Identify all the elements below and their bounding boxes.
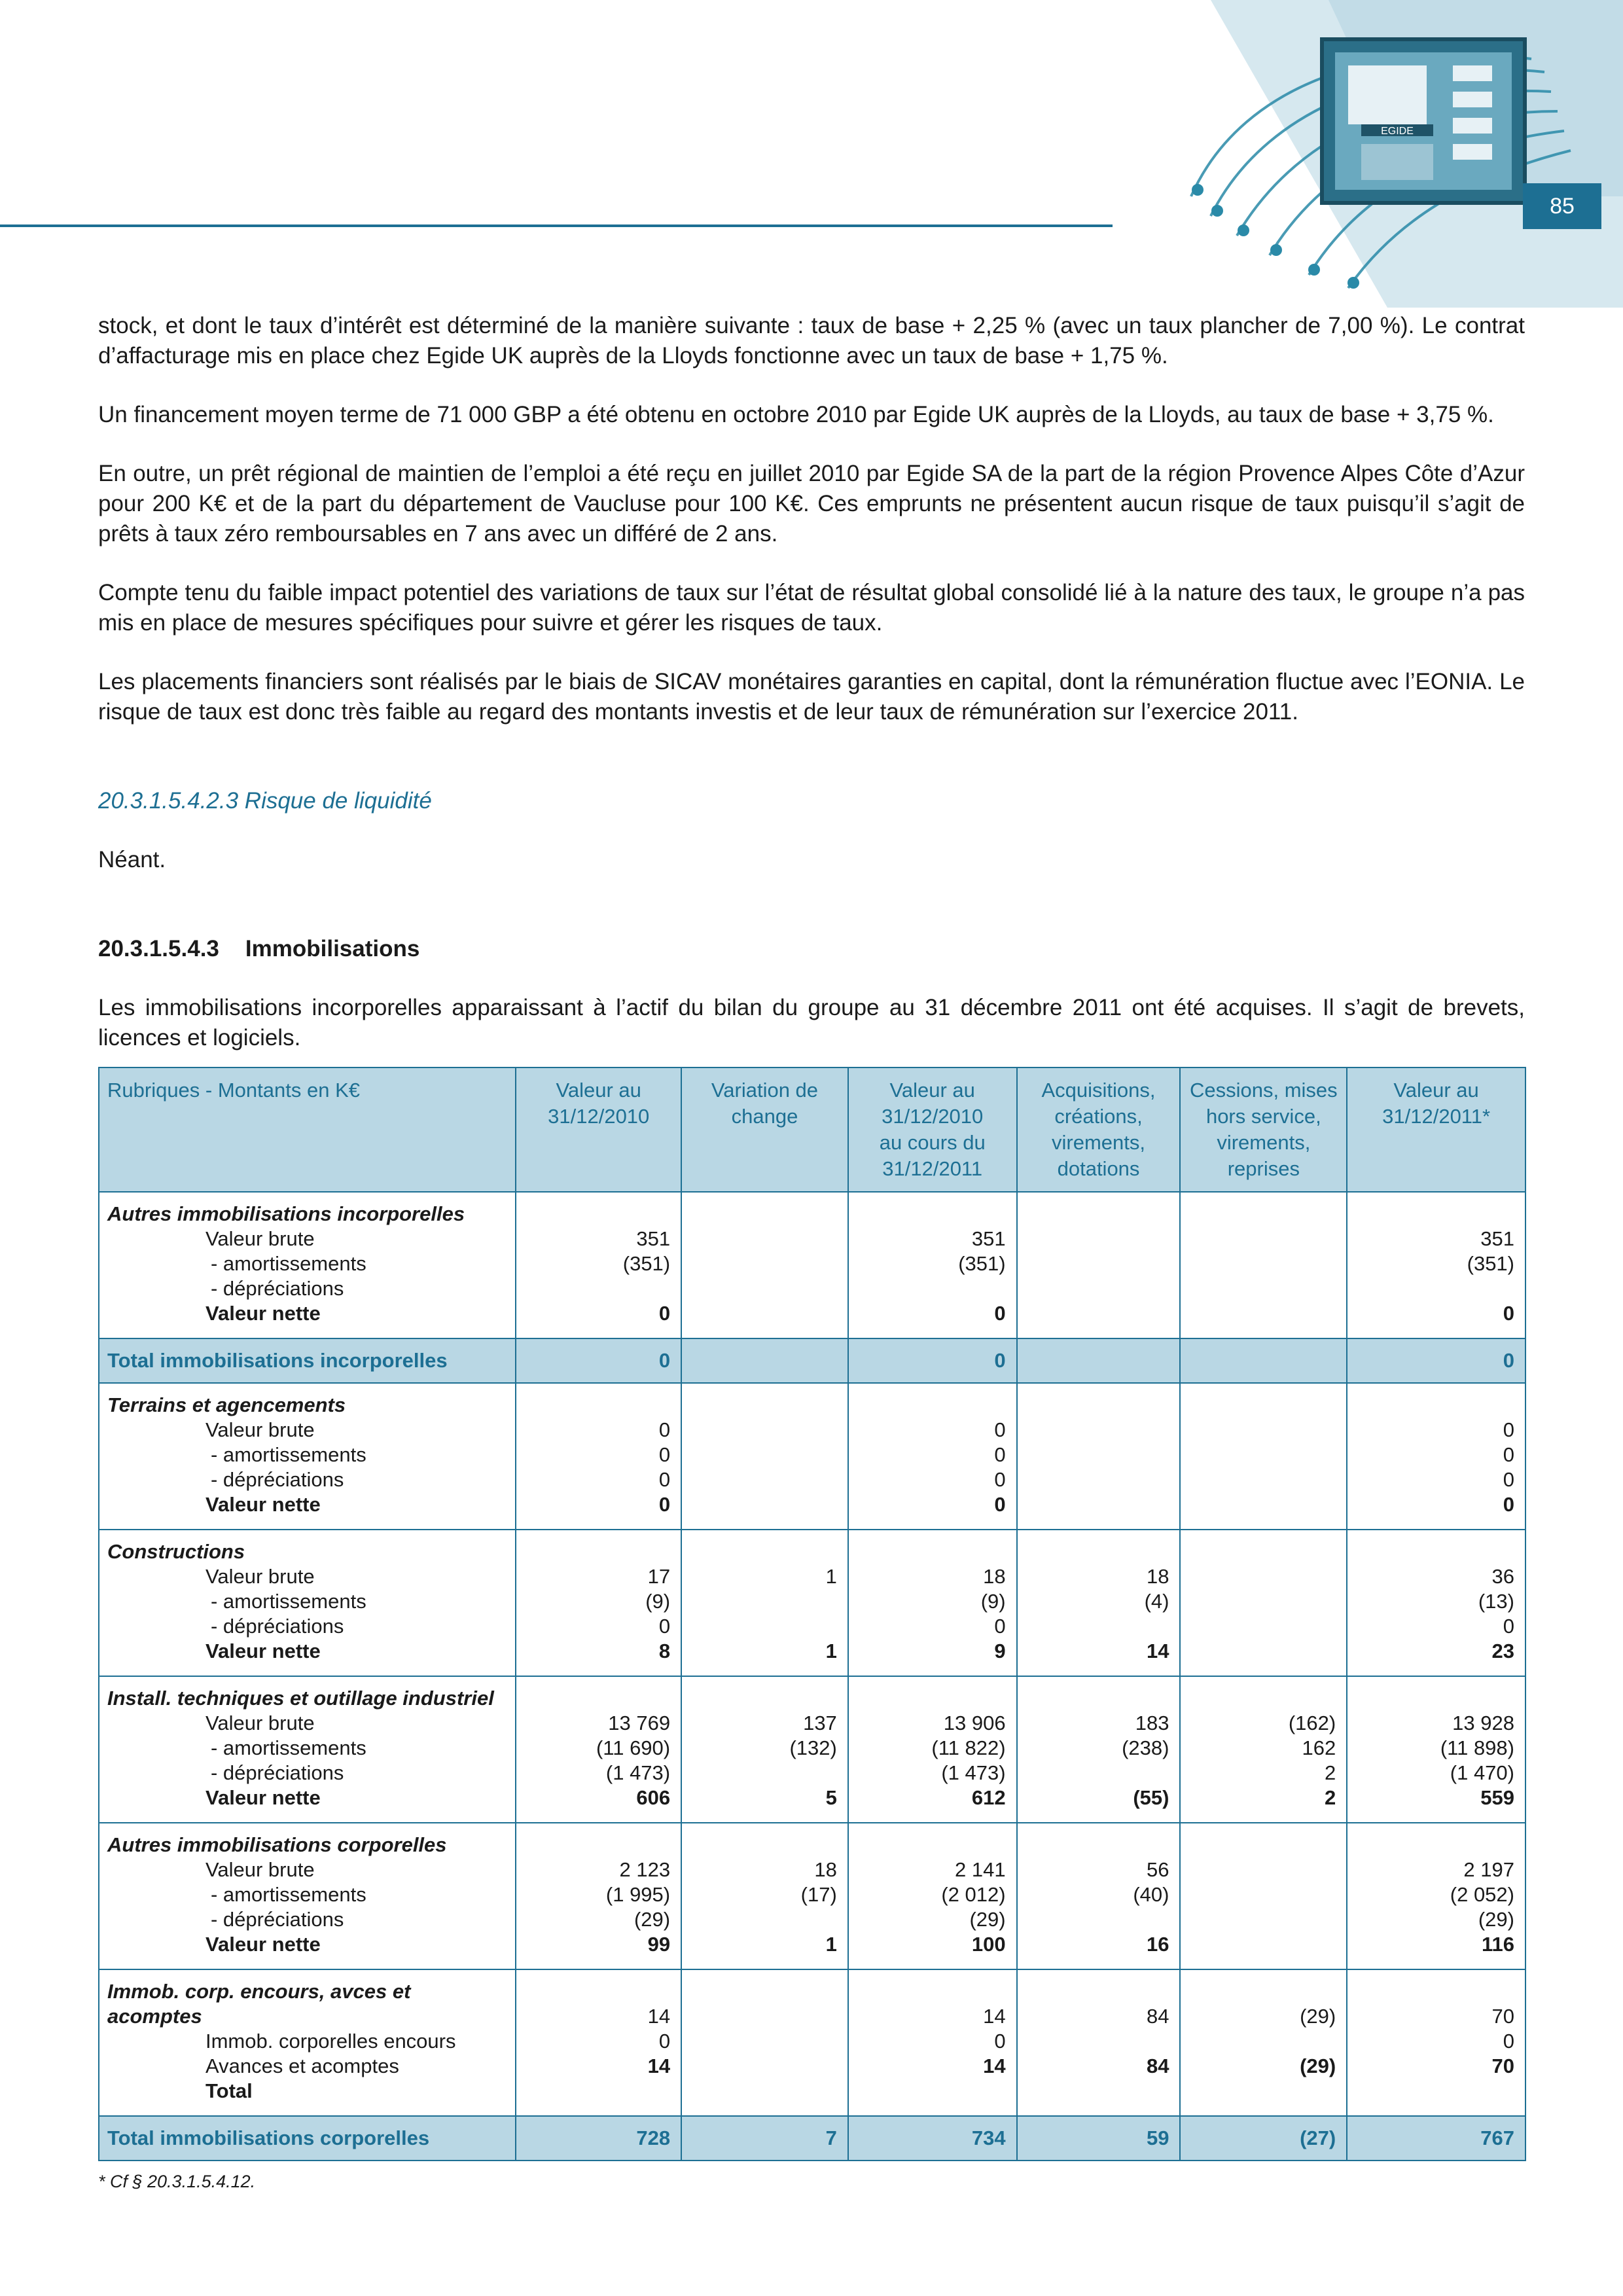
cell-value: [1188, 1882, 1336, 1907]
value-cell: [681, 1530, 848, 1676]
cell-value: 2 197: [1463, 1858, 1514, 1881]
value-cell: [1347, 1192, 1525, 1338]
header-rule: [0, 224, 1113, 227]
cell-value: 0: [658, 1493, 671, 1516]
cell-value: 612: [971, 1786, 1006, 1809]
cell-value: (17): [800, 1883, 837, 1906]
cell-value: 84: [1146, 2054, 1169, 2077]
cell-value: 0: [994, 1468, 1006, 1491]
row-label: Valeur nette: [205, 1493, 321, 1516]
cell-value: (29): [1300, 2054, 1336, 2077]
cell-value: [690, 1418, 837, 1443]
group-row: [99, 1676, 1525, 1823]
cell-value: (11 690): [596, 1736, 671, 1759]
cell-value: 70: [1491, 2054, 1514, 2077]
cell-value: [1188, 1251, 1336, 1276]
value-cell: [1180, 1969, 1347, 2116]
value-cell: [681, 1192, 848, 1338]
column-header: [1180, 1067, 1347, 1192]
column-header-line: 31/12/2010: [882, 1105, 984, 1128]
total-value: 728: [516, 2116, 681, 2161]
cell-value: 18: [1146, 1565, 1169, 1588]
column-header-line: Valeur au: [1393, 1079, 1479, 1102]
cell-value: [524, 1276, 670, 1301]
cell-value: [1188, 1492, 1336, 1517]
value-cell: [516, 1823, 681, 1969]
row-label: - dépréciations: [211, 1615, 344, 1638]
total-value: 59: [1017, 2116, 1181, 2161]
cell-value: 0: [994, 1615, 1006, 1638]
column-header: [1347, 1067, 1525, 1192]
paragraph: Compte tenu du faible impact potentiel des variations de taux sur l’état de résultat global consolidé lié à la nature des taux, le groupe n’a pas mis en place de mesures spécifiques pour suivre et gérer les risques de taux.: [98, 580, 1525, 636]
cell-value: [690, 2054, 837, 2079]
group-title: Autres immobilisations incorporelles: [107, 1202, 465, 1225]
cell-value: [1026, 1276, 1169, 1301]
value-cell: [1180, 1192, 1347, 1338]
table-header: [99, 1067, 1525, 1192]
cell-value: 2 123: [619, 1858, 671, 1881]
column-header: [516, 1067, 681, 1192]
column-header-line: Cessions, mises: [1189, 1079, 1338, 1102]
total-value: 0: [848, 1338, 1017, 1383]
section-title: Immobilisations: [245, 936, 420, 961]
cell-value: 351: [1480, 1227, 1514, 1250]
cell-value: [1026, 1761, 1169, 1785]
row-label: Avances et acomptes: [205, 2054, 399, 2077]
cell-value: [690, 1276, 837, 1301]
column-header-line: virements,: [1052, 1131, 1146, 1154]
value-cell: [848, 1192, 1017, 1338]
cell-value: 0: [994, 1443, 1006, 1466]
row-label: - dépréciations: [211, 1468, 344, 1491]
column-header-line: au cours du: [879, 1131, 986, 1154]
value-cell: [681, 1676, 848, 1823]
cell-value: 0: [994, 2030, 1006, 2053]
cell-value: (4): [1144, 1590, 1169, 1613]
total-value: 7: [681, 2116, 848, 2161]
cell-value: 0: [994, 1302, 1006, 1325]
cell-value: [1188, 1589, 1336, 1614]
cell-value: 84: [1146, 2005, 1169, 2028]
cell-value: 8: [658, 1640, 671, 1662]
cell-value: 70: [1491, 2005, 1514, 2028]
row-label: Valeur brute: [205, 1712, 315, 1734]
paragraph: stock, et dont le taux d’intérêt est déterminé de la manière suivante : taux de base + 2,25 % (avec un taux plancher de 7,00 %). Le contrat d’affacturage mis en place chez Egide UK auprès de la Lloyds fonctionne avec un taux de base + 1,75 %.: [98, 313, 1525, 368]
cell-value: 1: [825, 1933, 837, 1956]
footnote: * Cf § 20.3.1.5.4.12.: [98, 2172, 256, 2191]
cell-value: (351): [622, 1252, 671, 1275]
value-cell: [1347, 1383, 1525, 1530]
cell-value: [690, 1761, 837, 1785]
row-label: - amortissements: [211, 1590, 366, 1613]
cell-value: 162: [1302, 1736, 1336, 1759]
cell-value: [690, 1614, 837, 1639]
column-header-line: Valeur au: [556, 1079, 641, 1102]
cell-value: 18: [814, 1858, 837, 1881]
row-label: - dépréciations: [211, 1277, 344, 1300]
cell-value: 0: [994, 1418, 1006, 1441]
value-cell: [1347, 1969, 1525, 2116]
cell-value: (1 470): [1450, 1761, 1514, 1784]
group-title: Immob. corp. encours, avces et acomptes: [107, 1980, 411, 2028]
group-title: Constructions: [107, 1540, 245, 1563]
cell-value: [1188, 1857, 1336, 1882]
group-row: [99, 1969, 1525, 2116]
cell-value: (11 898): [1440, 1736, 1514, 1759]
page-number: 85: [1523, 183, 1601, 229]
cell-value: (9): [645, 1590, 671, 1613]
cell-value: [1026, 1301, 1169, 1326]
cell-value: 13 906: [943, 1712, 1006, 1734]
group-row: [99, 1383, 1525, 1530]
cell-value: 1: [825, 1640, 837, 1662]
cell-value: (351): [1467, 1252, 1514, 1275]
value-cell: [681, 1823, 848, 1969]
cell-value: 14: [1146, 1640, 1169, 1662]
table-body: [99, 1192, 1525, 2161]
row-label: Valeur nette: [205, 1640, 321, 1662]
group-title: Autres immobilisations corporelles: [107, 1833, 447, 1856]
value-cell: [848, 1969, 1017, 2116]
cell-value: 137: [803, 1712, 837, 1734]
cell-value: 0: [1503, 1468, 1514, 1491]
cell-value: 5: [825, 1786, 837, 1809]
cell-value: 0: [658, 1615, 671, 1638]
fixed-assets-table: [98, 1067, 1526, 2161]
cell-value: (29): [1478, 1908, 1514, 1931]
cell-value: [1026, 1907, 1169, 1932]
total-value: 734: [848, 2116, 1017, 2161]
cell-value: [690, 1443, 837, 1467]
cell-value: [857, 1276, 1006, 1301]
value-cell: [848, 1823, 1017, 1969]
total-row: [99, 2116, 1525, 2161]
value-cell: [516, 1530, 681, 1676]
cell-value: 0: [994, 1493, 1006, 1516]
cell-value: [1026, 1614, 1169, 1639]
cell-value: 13 769: [608, 1712, 671, 1734]
row-label: Valeur brute: [205, 1418, 315, 1441]
cell-value: 0: [658, 1418, 671, 1441]
group-labels: [99, 1823, 516, 1969]
cell-value: 0: [658, 1468, 671, 1491]
cell-value: [690, 1251, 837, 1276]
row-label: - amortissements: [211, 1252, 366, 1275]
cell-value: [690, 2004, 837, 2029]
value-cell: [1017, 1383, 1181, 1530]
column-header: [848, 1067, 1017, 1192]
total-value: 767: [1347, 2116, 1525, 2161]
liquidity-text: Néant.: [98, 847, 166, 872]
group-title: Install. techniques et outillage industriel: [107, 1687, 494, 1710]
cell-value: [690, 1467, 837, 1492]
cell-value: 23: [1491, 1640, 1514, 1662]
group-labels: [99, 1530, 516, 1676]
group-labels: [99, 1969, 516, 2116]
value-cell: [1347, 1676, 1525, 1823]
cell-value: 100: [971, 1933, 1006, 1956]
total-value: [681, 1338, 848, 1383]
group-row: [99, 1823, 1525, 1969]
cell-value: (55): [1133, 1786, 1169, 1809]
paragraph: Un financement moyen terme de 71 000 GBP a été obtenu en octobre 2010 par Egide UK auprès de la Lloyds, au taux de base + 3,75 %.: [98, 402, 1494, 427]
total-label: Total immobilisations corporelles: [99, 2116, 516, 2161]
cell-value: [1026, 1467, 1169, 1492]
header-row: [99, 1067, 1525, 1192]
value-cell: [1180, 1383, 1347, 1530]
cell-value: (162): [1288, 1712, 1336, 1734]
cell-value: [1188, 1932, 1336, 1957]
group-row: [99, 1530, 1525, 1676]
cell-value: [690, 1589, 837, 1614]
cell-value: 0: [658, 2030, 671, 2053]
cell-value: (238): [1122, 1736, 1169, 1759]
cell-value: 2 141: [955, 1858, 1006, 1881]
group-title: Terrains et agencements: [107, 1393, 346, 1416]
cell-value: (40): [1133, 1883, 1169, 1906]
cell-value: [1026, 1227, 1169, 1251]
cell-value: [1188, 1276, 1336, 1301]
cell-value: 14: [983, 2005, 1006, 2028]
cell-value: 36: [1491, 1565, 1514, 1588]
column-header-line: créations,: [1054, 1105, 1143, 1128]
group-labels: [99, 1192, 516, 1338]
group-row: [99, 1192, 1525, 1338]
section-number: 20.3.1.5.4.3: [98, 936, 219, 961]
cell-value: (13): [1478, 1590, 1514, 1613]
column-header-line: virements,: [1217, 1131, 1311, 1154]
cell-value: 116: [1481, 1933, 1514, 1956]
column-header-line: change: [731, 1105, 798, 1128]
cell-value: [690, 1227, 837, 1251]
cell-value: [1026, 2029, 1169, 2054]
cell-value: 0: [1503, 1493, 1514, 1516]
cell-value: [1355, 1276, 1514, 1301]
column-header: [1017, 1067, 1181, 1192]
column-header: [99, 1067, 516, 1192]
paragraph: Les placements financiers sont réalisés par le biais de SICAV monétaires garanties en capital, dont la rémunération fluctue avec l’EONIA. Le risque de taux est donc très faible au regard des montants investis et de leur taux de rémunération sur l’exercice 2011.: [98, 669, 1525, 725]
cell-value: [1188, 1227, 1336, 1251]
value-cell: [1180, 1530, 1347, 1676]
value-cell: [681, 1383, 848, 1530]
total-value: [1180, 1338, 1347, 1383]
total-label: Total immobilisations incorporelles: [99, 1338, 516, 1383]
value-cell: [1017, 1192, 1181, 1338]
cell-value: 0: [658, 1302, 671, 1325]
cell-value: (1 473): [605, 1761, 671, 1784]
value-cell: [848, 1530, 1017, 1676]
column-header-line: Acquisitions,: [1041, 1079, 1156, 1102]
column-header-line: Valeur au: [889, 1079, 975, 1102]
column-header-line: 31/12/2011*: [1382, 1105, 1491, 1128]
column-header: [681, 1067, 848, 1192]
cell-value: 14: [647, 2054, 671, 2077]
column-header-line: 31/12/2010: [548, 1105, 650, 1128]
cell-value: 0: [658, 1443, 671, 1466]
group-labels: [99, 1383, 516, 1530]
cell-value: 0: [1503, 1302, 1514, 1325]
row-label: Valeur brute: [205, 1565, 315, 1588]
row-label: Valeur nette: [205, 1302, 321, 1325]
row-label: Immob. corporelles encours: [205, 2030, 456, 2053]
value-cell: [1347, 1823, 1525, 1969]
value-cell: [681, 1969, 848, 2116]
cell-value: [690, 1907, 837, 1932]
cell-value: [1188, 1301, 1336, 1326]
value-cell: [848, 1676, 1017, 1823]
cell-value: 0: [1503, 1615, 1514, 1638]
cell-value: (11 822): [931, 1736, 1006, 1759]
column-header-line: reprises: [1227, 1157, 1300, 1180]
cell-value: (2 012): [941, 1883, 1006, 1906]
row-label: - dépréciations: [211, 1908, 344, 1931]
cell-value: (9): [980, 1590, 1006, 1613]
total-value: 0: [516, 1338, 681, 1383]
cell-value: (351): [958, 1252, 1006, 1275]
column-header-line: dotations: [1057, 1157, 1140, 1180]
cell-value: 0: [1503, 2030, 1514, 2053]
cell-value: [1026, 1492, 1169, 1517]
cell-value: [1188, 1443, 1336, 1467]
cell-value: [1026, 1418, 1169, 1443]
cell-value: 0: [1503, 1418, 1514, 1441]
cell-value: 13 928: [1452, 1712, 1514, 1734]
row-label: Valeur brute: [205, 1858, 315, 1881]
cell-value: (2 052): [1450, 1883, 1514, 1906]
group-labels: [99, 1676, 516, 1823]
row-label: Valeur nette: [205, 1933, 321, 1956]
value-cell: [1017, 1969, 1181, 2116]
cell-value: [1188, 1418, 1336, 1443]
cell-value: 16: [1146, 1933, 1169, 1956]
cell-value: [690, 2029, 837, 2054]
row-label: - amortissements: [211, 1443, 366, 1466]
cell-value: [1188, 1639, 1336, 1664]
cell-value: [1188, 1467, 1336, 1492]
value-cell: [516, 1969, 681, 2116]
row-label: - amortissements: [211, 1736, 366, 1759]
cell-value: (29): [1300, 2005, 1336, 2028]
cell-value: [1188, 1564, 1336, 1589]
cell-value: 351: [971, 1227, 1006, 1250]
cell-value: 14: [983, 2054, 1006, 2077]
cell-value: 0: [1503, 1443, 1514, 1466]
cell-value: 2: [1324, 1786, 1336, 1809]
cell-value: 1: [825, 1565, 837, 1588]
cell-value: (29): [633, 1908, 671, 1931]
row-label: Total: [205, 2079, 253, 2102]
cell-value: [1188, 1907, 1336, 1932]
section-heading: [98, 934, 1525, 964]
cell-value: 2: [1324, 1761, 1336, 1784]
cell-value: 183: [1135, 1712, 1169, 1734]
value-cell: [1017, 1530, 1181, 1676]
cell-value: [1188, 2029, 1336, 2054]
value-cell: [1017, 1823, 1181, 1969]
column-header-line: Rubriques - Montants en K€: [107, 1079, 360, 1102]
row-label: - amortissements: [211, 1883, 366, 1906]
value-cell: [1017, 1676, 1181, 1823]
cell-value: (132): [789, 1736, 837, 1759]
value-cell: [1180, 1823, 1347, 1969]
value-cell: [516, 1383, 681, 1530]
value-cell: [848, 1383, 1017, 1530]
cell-value: 17: [647, 1565, 671, 1588]
total-value: 0: [1347, 1338, 1525, 1383]
value-cell: [516, 1676, 681, 1823]
cell-value: 56: [1146, 1858, 1169, 1881]
cell-value: [690, 1301, 837, 1326]
column-header-line: 31/12/2011: [882, 1157, 983, 1180]
value-cell: [1180, 1676, 1347, 1823]
page-content: [98, 311, 1525, 1053]
total-value: [1017, 1338, 1181, 1383]
value-cell: [1347, 1530, 1525, 1676]
cell-value: 99: [647, 1933, 671, 1956]
row-label: Valeur nette: [205, 1786, 321, 1809]
cell-value: (1 995): [605, 1883, 671, 1906]
cell-value: 559: [1480, 1786, 1514, 1809]
egide-logo-icon: [1113, 0, 1623, 308]
cell-value: (1 473): [941, 1761, 1006, 1784]
value-cell: [516, 1192, 681, 1338]
cell-value: [1026, 1251, 1169, 1276]
total-value: (27): [1180, 2116, 1347, 2161]
cell-value: 9: [994, 1640, 1006, 1662]
cell-value: (29): [969, 1908, 1006, 1931]
row-label: Valeur brute: [205, 1227, 315, 1250]
row-label: - dépréciations: [211, 1761, 344, 1784]
total-row: [99, 1338, 1525, 1383]
column-header-line: Variation de: [711, 1079, 819, 1102]
cell-value: [1026, 1443, 1169, 1467]
liquidity-heading: 20.3.1.5.4.2.3 Risque de liquidité: [98, 788, 432, 814]
cell-value: 606: [636, 1786, 671, 1809]
paragraph: En outre, un prêt régional de maintien de l’emploi a été reçu en juillet 2010 par Egide SA de la part de la région Provence Alpes Côte d’Azur pour 200 K€ et de la part du département de Vaucluse pour 100 K€. Ces emprunts ne présentent aucun risque de taux puisqu’il s’agit de prêts à taux zéro remboursables en 7 ans avec un différé de 2 ans.: [98, 461, 1525, 547]
cell-value: 351: [636, 1227, 671, 1250]
cell-value: [1188, 1614, 1336, 1639]
cell-value: 18: [983, 1565, 1006, 1588]
column-header-line: hors service,: [1205, 1105, 1321, 1128]
cell-value: 14: [647, 2005, 671, 2028]
cell-value: [690, 1492, 837, 1517]
section-intro: Les immobilisations incorporelles apparaissant à l’actif du bilan du groupe au 31 décembre 2011 ont été acquises. Il s’agit de brevets, licences et logiciels.: [98, 995, 1525, 1050]
svg-text:EGIDE: EGIDE: [1381, 126, 1414, 137]
